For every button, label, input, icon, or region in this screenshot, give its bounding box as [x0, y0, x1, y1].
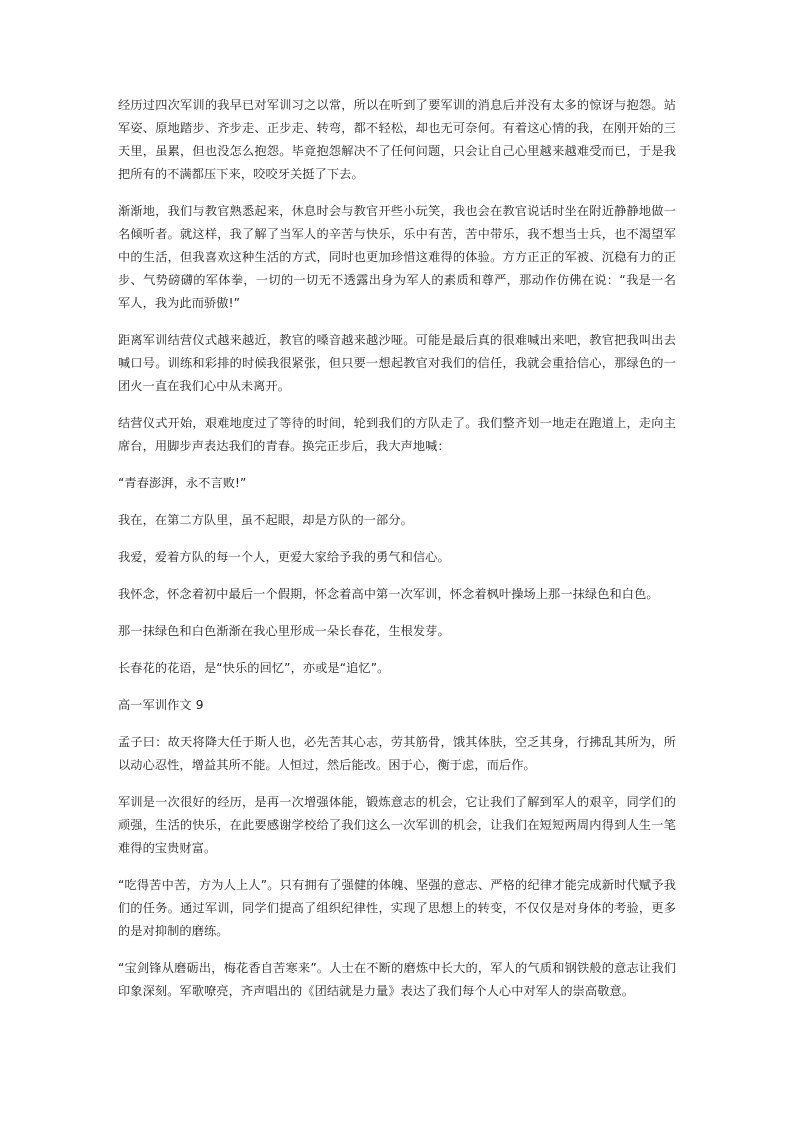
document-body	[118, 94, 676, 1017]
paragraph: “吃得苦中苦，方为人上人”。只有拥有了强健的体魄、坚强的意志、严格的纪律才能完成新时代赋予我们的任务。通过军训，同学们提高了组织纪律性，实现了思想上的转变，不仅仅是对身体的考验，更多的是对抑制的磨练。	[118, 878, 676, 938]
paragraph: 军训是一次很好的经历，是再一次增强体能，锻炼意志的机会，它让我们了解到军人的艰辛，同学们的顽强，生活的快乐，在此要感谢学校给了我们这么一次军训的机会，让我们在短短两周内得到人生一笔难得的宝贵财富。	[118, 795, 676, 855]
paragraph: 距离军训结营仪式越来越近，教官的嗓音越来越沙哑。可能是最后真的很难喊出来吧，教官把我叫出去喊口号。训练和彩排的时候我很紧张，但只要一想起教官对我们的信任，我就会重拾信心，那绿色的一团火一直在我们心中从未离开。	[118, 333, 676, 393]
section-title: 高一军训作文 9	[118, 698, 204, 712]
paragraph: 我在，在第二方队里，虽不起眼，却是方队的一部分。	[118, 513, 413, 527]
paragraph: 我爱，爱着方队的每一个人，更爱大家给予我的勇气和信心。	[118, 550, 450, 564]
paragraph: 经历过四次军训的我早已对军训习之以常，所以在听到了要军训的消息后并没有太多的惊讶与抱怨。站军姿、原地踏步、齐步走、正步走、转弯，都不轻松，却也无可奈何。有着这心情的我，在刚开始的三天里，虽累，但也没怎么抱怨。毕竟抱怨解决不了任何问题，只会让自己心里越来越难受而已，于是我把所有的不满都压下来，咬咬牙关挺了下去。	[118, 98, 676, 181]
paragraph: 渐渐地，我们与教官熟悉起来，休息时会与教官开些小玩笑，我也会在教官说话时坐在附近静静地做一名倾听者。就这样，我了解了当军人的辛苦与快乐，乐中有苦，苦中带乐，我不想当士兵，也不渴望军中的生活，但我喜欢这种生活的方式，同时也更加珍惜这难得的体验。方方正正的军被、沉稳有力的正步、气势磅礴的军体拳，一切的一切无不透露出身为军人的素质和尊严，那动作仿佛在说：“我是一名军人，我为此而骄傲!”	[118, 204, 676, 310]
paragraph: “青春澎湃，永不言败!”	[118, 476, 247, 490]
paragraph: 我怀念，怀念着初中最后一个假期，怀念着高中第一次军训，怀念着枫叶操场上那一抹绿色和白色。	[118, 587, 659, 601]
paragraph: “宝剑锋从磨砺出，梅花香自苦寒来”。人士在不断的磨炼中长大的，军人的气质和钢铁般的意志让我们印象深刻。军歌嘹亮，齐声唱出的《团结就是力量》表达了我们每个人心中对军人的崇高敬意。	[118, 961, 676, 998]
paragraph: 长春花的花语，是“快乐的回忆”，亦或是“追忆”。	[118, 661, 390, 675]
paragraph: 结营仪式开始，艰难地度过了等待的时间，轮到我们的方队走了。我们整齐划一地走在跑道上，走向主席台，用脚步声表达我们的青春。换完正步后，我大声地喊：	[118, 416, 676, 453]
paragraph: 那一抹绿色和白色渐渐在我心里形成一朵长春花，生根发芽。	[118, 624, 450, 638]
paragraph: 孟子曰：故天将降大任于斯人也，必先苦其心志，劳其筋骨，饿其体肤，空乏其身，行拂乱其所为，所以动心忍性，增益其所不能。人恒过，然后能改。困于心，衡于虑，而后作。	[118, 735, 676, 772]
